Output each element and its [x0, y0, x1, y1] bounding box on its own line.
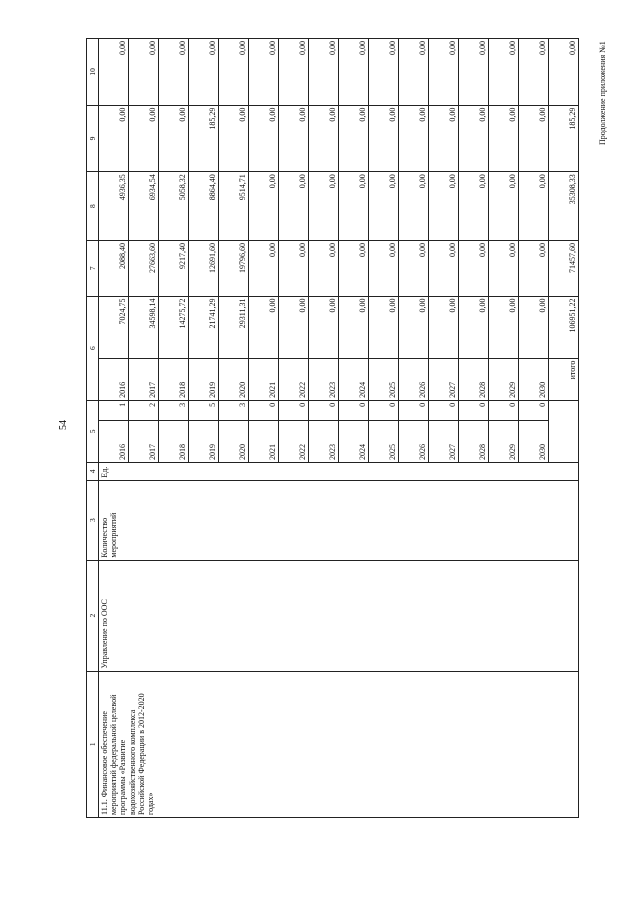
total-value: 106951,22 — [549, 296, 579, 358]
year-cell: 2027 — [429, 358, 459, 400]
value-cell: 0,00 — [369, 172, 399, 241]
year-cell: 2021 — [249, 420, 279, 462]
year-cell: 2030 — [519, 358, 549, 400]
year-cell: 2017 — [129, 420, 159, 462]
value-cell: 0,00 — [429, 39, 459, 106]
value-cell: 0,00 — [369, 241, 399, 296]
value-cell: 0,00 — [369, 39, 399, 106]
year-cell: 2020 — [219, 420, 249, 462]
count-cell: 0 — [429, 400, 459, 420]
value-cell: 0,00 — [249, 172, 279, 241]
value-cell: 0,00 — [459, 296, 489, 358]
value-cell: 185,29 — [189, 105, 219, 172]
value-cell: 0,00 — [399, 105, 429, 172]
year-cell: 2028 — [459, 420, 489, 462]
value-cell: 12691,60 — [189, 241, 219, 296]
value-cell: 9217,40 — [159, 241, 189, 296]
year-cell: 2030 — [519, 420, 549, 462]
count-cell: 0 — [339, 400, 369, 420]
col-header-6: 6 — [87, 296, 99, 400]
value-cell: 0,00 — [519, 241, 549, 296]
count-cell: 5 — [189, 400, 219, 420]
value-cell: 0,00 — [429, 241, 459, 296]
header-row — [87, 39, 99, 818]
col-header-8: 8 — [87, 172, 99, 241]
year-cell: 2023 — [309, 420, 339, 462]
total-value: 71457,60 — [549, 241, 579, 296]
year-cell: 2019 — [189, 420, 219, 462]
value-cell: 29311,31 — [219, 296, 249, 358]
value-cell: 0,00 — [489, 296, 519, 358]
count-cell: 0 — [459, 400, 489, 420]
year-cell: 2025 — [369, 358, 399, 400]
col-header-9: 9 — [87, 105, 99, 172]
value-cell: 0,00 — [339, 39, 369, 106]
value-cell: 0,00 — [369, 296, 399, 358]
year-cell: 2023 — [309, 358, 339, 400]
responsible: Управление по ООС — [99, 560, 579, 671]
total-value: 185,29 — [549, 105, 579, 172]
value-cell: 6934,54 — [129, 172, 159, 241]
value-cell: 19796,60 — [219, 241, 249, 296]
value-cell: 0,00 — [219, 105, 249, 172]
value-cell: 0,00 — [309, 39, 339, 106]
count-cell: 0 — [309, 400, 339, 420]
value-cell: 21741,29 — [189, 296, 219, 358]
value-cell: 0,00 — [99, 105, 129, 172]
empty-cell — [549, 400, 579, 462]
value-cell: 0,00 — [159, 39, 189, 106]
count-cell: 2 — [129, 400, 159, 420]
value-cell: 0,00 — [459, 39, 489, 106]
value-cell: 0,00 — [489, 172, 519, 241]
budget-table — [86, 38, 579, 818]
value-cell: 0,00 — [249, 105, 279, 172]
count-cell: 0 — [519, 400, 549, 420]
value-cell: 0,00 — [519, 105, 549, 172]
continuation-note: Продолжение приложения №1 — [598, 41, 607, 145]
unit: Ед. — [99, 462, 579, 480]
value-cell: 0,00 — [189, 39, 219, 106]
col-header-1: 1 — [87, 671, 99, 817]
value-cell: 0,00 — [279, 105, 309, 172]
value-cell: 0,00 — [339, 172, 369, 241]
value-cell: 0,00 — [129, 39, 159, 106]
year-cell: 2021 — [249, 358, 279, 400]
value-cell: 0,00 — [249, 296, 279, 358]
value-cell: 4936,35 — [99, 172, 129, 241]
value-cell: 9514,71 — [219, 172, 249, 241]
value-cell: 0,00 — [129, 105, 159, 172]
col-header-7: 7 — [87, 241, 99, 296]
value-cell: 0,00 — [309, 172, 339, 241]
rotated-table-wrapper — [86, 38, 576, 818]
year-cell: 2017 — [129, 358, 159, 400]
value-cell: 0,00 — [159, 105, 189, 172]
value-cell: 14275,72 — [159, 296, 189, 358]
value-cell: 0,00 — [309, 105, 339, 172]
value-cell: 0,00 — [489, 39, 519, 106]
value-cell: 5058,32 — [159, 172, 189, 241]
value-cell: 0,00 — [309, 241, 339, 296]
value-cell: 0,00 — [279, 172, 309, 241]
total-value: 0,00 — [549, 39, 579, 106]
count-cell: 0 — [489, 400, 519, 420]
year-cell: 2022 — [279, 358, 309, 400]
value-cell: 0,00 — [459, 105, 489, 172]
value-cell: 0,00 — [489, 241, 519, 296]
year-cell: 2020 — [219, 358, 249, 400]
count-cell: 1 — [99, 400, 129, 420]
year-cell: 2025 — [369, 420, 399, 462]
value-cell: 0,00 — [249, 39, 279, 106]
count-cell: 3 — [219, 400, 249, 420]
year-cell: 2018 — [159, 358, 189, 400]
value-cell: 0,00 — [519, 172, 549, 241]
value-cell: 0,00 — [399, 296, 429, 358]
col-header-2: 2 — [87, 560, 99, 671]
value-cell: 0,00 — [99, 39, 129, 106]
value-cell: 0,00 — [219, 39, 249, 106]
value-cell: 27663,60 — [129, 241, 159, 296]
year-cell: 2028 — [459, 358, 489, 400]
value-cell: 0,00 — [309, 296, 339, 358]
col-header-10: 10 — [87, 39, 99, 106]
year-cell: 2024 — [339, 420, 369, 462]
value-cell: 0,00 — [489, 105, 519, 172]
year-cell: 2016 — [99, 358, 129, 400]
value-cell: 0,00 — [399, 39, 429, 106]
col-header-4: 4 — [87, 462, 99, 480]
year-cell: 2027 — [429, 420, 459, 462]
value-cell: 0,00 — [279, 296, 309, 358]
value-cell: 0,00 — [429, 105, 459, 172]
value-cell: 0,00 — [279, 241, 309, 296]
value-cell: 0,00 — [339, 105, 369, 172]
value-cell: 0,00 — [399, 172, 429, 241]
value-cell: 0,00 — [459, 241, 489, 296]
col-header-5: 5 — [87, 400, 99, 462]
value-cell: 0,00 — [429, 172, 459, 241]
col-header-3: 3 — [87, 480, 99, 560]
count-cell: 0 — [399, 400, 429, 420]
value-cell: 7024,75 — [99, 296, 129, 358]
page-number: 54 — [58, 420, 69, 430]
year-cell: 2029 — [489, 420, 519, 462]
count-cell: 0 — [369, 400, 399, 420]
value-cell: 34598,14 — [129, 296, 159, 358]
count-cell: 0 — [249, 400, 279, 420]
value-cell: 0,00 — [339, 241, 369, 296]
total-label: итого — [549, 358, 579, 400]
total-value: 35308,33 — [549, 172, 579, 241]
year-cell: 2026 — [399, 358, 429, 400]
value-cell: 0,00 — [429, 296, 459, 358]
value-cell: 0,00 — [399, 241, 429, 296]
count-cell: 0 — [279, 400, 309, 420]
year-cell: 2024 — [339, 358, 369, 400]
year-cell: 2026 — [399, 420, 429, 462]
year-cell: 2019 — [189, 358, 219, 400]
year-cell: 2022 — [279, 420, 309, 462]
measure-name: 11.1. Финансовое обеспечение мероприятий федеральной целевой программы «Развитие водохозяйственного комплекса Российской Федерации в 2012-2020 годах» — [99, 671, 579, 817]
table-body — [99, 39, 579, 818]
value-cell: 2088,40 — [99, 241, 129, 296]
value-cell: 0,00 — [369, 105, 399, 172]
table-row — [99, 39, 129, 818]
value-cell: 0,00 — [519, 39, 549, 106]
value-cell: 0,00 — [459, 172, 489, 241]
year-cell: 2018 — [159, 420, 189, 462]
value-cell: 0,00 — [249, 241, 279, 296]
value-cell: 0,00 — [519, 296, 549, 358]
count-cell: 3 — [159, 400, 189, 420]
indicator: Количество мероприятий — [99, 480, 579, 560]
value-cell: 8864,40 — [189, 172, 219, 241]
value-cell: 0,00 — [279, 39, 309, 106]
year-cell: 2029 — [489, 358, 519, 400]
value-cell: 0,00 — [339, 296, 369, 358]
year-cell: 2016 — [99, 420, 129, 462]
